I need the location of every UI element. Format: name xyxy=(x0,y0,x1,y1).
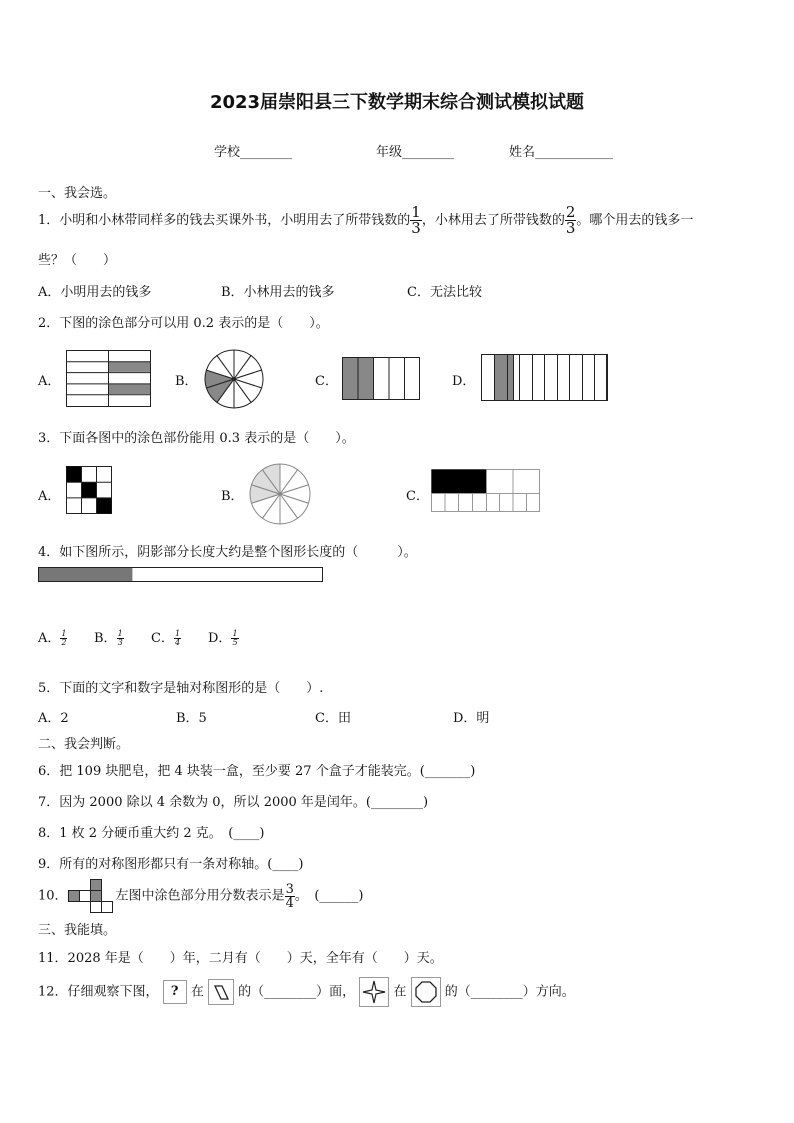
option-d[interactable]: D． $\frac{1}{5}$ xyxy=(208,629,238,647)
parallelogram-icon xyxy=(208,979,234,1005)
option-d[interactable]: D．明 xyxy=(453,711,490,726)
option-b[interactable]: B．小林用去的钱多 xyxy=(221,285,335,300)
question-1 xyxy=(38,205,693,237)
q2-figure-d xyxy=(481,354,608,402)
option-c[interactable]: C． xyxy=(406,489,429,504)
fraction: $\frac{3}{4}$ xyxy=(285,881,294,911)
q1-text-a: 1．小明和小林带同样多的钱去买课外书，小明用去了所带钱数的 xyxy=(38,213,411,228)
option-a[interactable]: A．2 xyxy=(38,711,69,726)
question-3: 3．下面各图中的涂色部份能用 0.3 表示的是（ ）。 xyxy=(38,431,355,446)
q10-figure xyxy=(68,879,116,913)
fraction: $\frac{1}{3}$ xyxy=(117,629,123,647)
page-title: 2023届崇阳县三下数学期末综合测试模拟试题 xyxy=(209,92,585,113)
q2-figure-b xyxy=(203,348,265,410)
option-a[interactable]: A． xyxy=(38,489,61,504)
question-6: 6．把 109 块肥皂，把 4 块装一盒，至少要 27 个盒子才能装完。(_______) xyxy=(38,764,476,779)
question-2: 2．下图的涂色部分可以用 0.2 表示的是（ ）。 xyxy=(38,316,329,331)
question-8: 8．1 枚 2 分硬币重大约 2 克。 (____) xyxy=(38,826,265,841)
q3-figure-b xyxy=(248,462,312,526)
question-11: 11．2028 年是（ ）年，二月有（ ）天，全年有（ ）天。 xyxy=(38,951,443,966)
four-point-star-icon xyxy=(359,977,389,1007)
school-field[interactable]: 学校________ xyxy=(214,145,293,160)
q3-figure-a xyxy=(66,466,113,515)
q3-figure-c xyxy=(431,469,541,513)
option-a[interactable]: A． $\frac{1}{2}$ xyxy=(38,629,67,647)
option-c[interactable]: C．无法比较 xyxy=(407,285,482,300)
question-7: 7．因为 2000 除以 4 余数为 0，所以 2000 年是闰年。(________) xyxy=(38,795,429,810)
option-c[interactable]: C．田 xyxy=(315,711,351,726)
fraction: $\frac{1}{2}$ xyxy=(61,629,67,647)
option-a[interactable]: A．小明用去的钱多 xyxy=(38,285,152,300)
option-c[interactable]: C． $\frac{1}{4}$ xyxy=(151,629,181,647)
octagon-icon xyxy=(411,977,441,1007)
option-a[interactable]: A． xyxy=(38,374,61,389)
section-heading: 一、我会选。 xyxy=(38,186,117,201)
fraction: $\frac{1}{4}$ xyxy=(174,629,181,647)
question-4: 4．如下图所示，阴影部分长度大约是整个图形长度的（ ）。 xyxy=(38,545,417,560)
q2-figure-c xyxy=(342,357,422,401)
q1-text-b: ，小林用去了所带钱数的 xyxy=(421,213,565,228)
option-b[interactable]: B．5 xyxy=(176,711,207,726)
option-d[interactable]: D． xyxy=(452,374,476,389)
question-mark-icon: ? xyxy=(163,980,187,1004)
q2-figure-a xyxy=(66,350,152,408)
fraction: $\frac{1}{5}$ xyxy=(232,629,238,647)
question-9: 9．所有的对称图形都只有一条对称轴。(____) xyxy=(38,857,304,872)
fraction: $\frac{2}{3}$ xyxy=(565,203,576,237)
option-c[interactable]: C． xyxy=(315,374,338,389)
q4-bar xyxy=(38,567,324,583)
section-heading: 三、我能填。 xyxy=(38,923,117,938)
option-b[interactable]: B． xyxy=(175,374,198,389)
grade-field[interactable]: 年级________ xyxy=(376,145,455,160)
q1-line2: 些？（ ） xyxy=(38,253,117,268)
section-heading: 二、我会判断。 xyxy=(38,737,130,752)
option-b[interactable]: B． xyxy=(221,489,244,504)
q1-text-c: 。哪个用去的钱多一 xyxy=(576,213,694,228)
option-b[interactable]: B． $\frac{1}{3}$ xyxy=(94,629,123,647)
fraction: $\frac{1}{3}$ xyxy=(411,203,421,237)
name-field[interactable]: 姓名____________ xyxy=(509,145,614,160)
question-5: 5．下面的文字和数字是轴对称图形的是（ ）. xyxy=(38,681,324,696)
question-12: 12．仔细观察下图， ? 在 的（________）面， 在 的（________）方向。 xyxy=(38,977,575,1007)
question-10: 10． 左图中涂色部分用分数表示是 $\frac{3}{4}$ 。 (______) xyxy=(38,879,364,913)
